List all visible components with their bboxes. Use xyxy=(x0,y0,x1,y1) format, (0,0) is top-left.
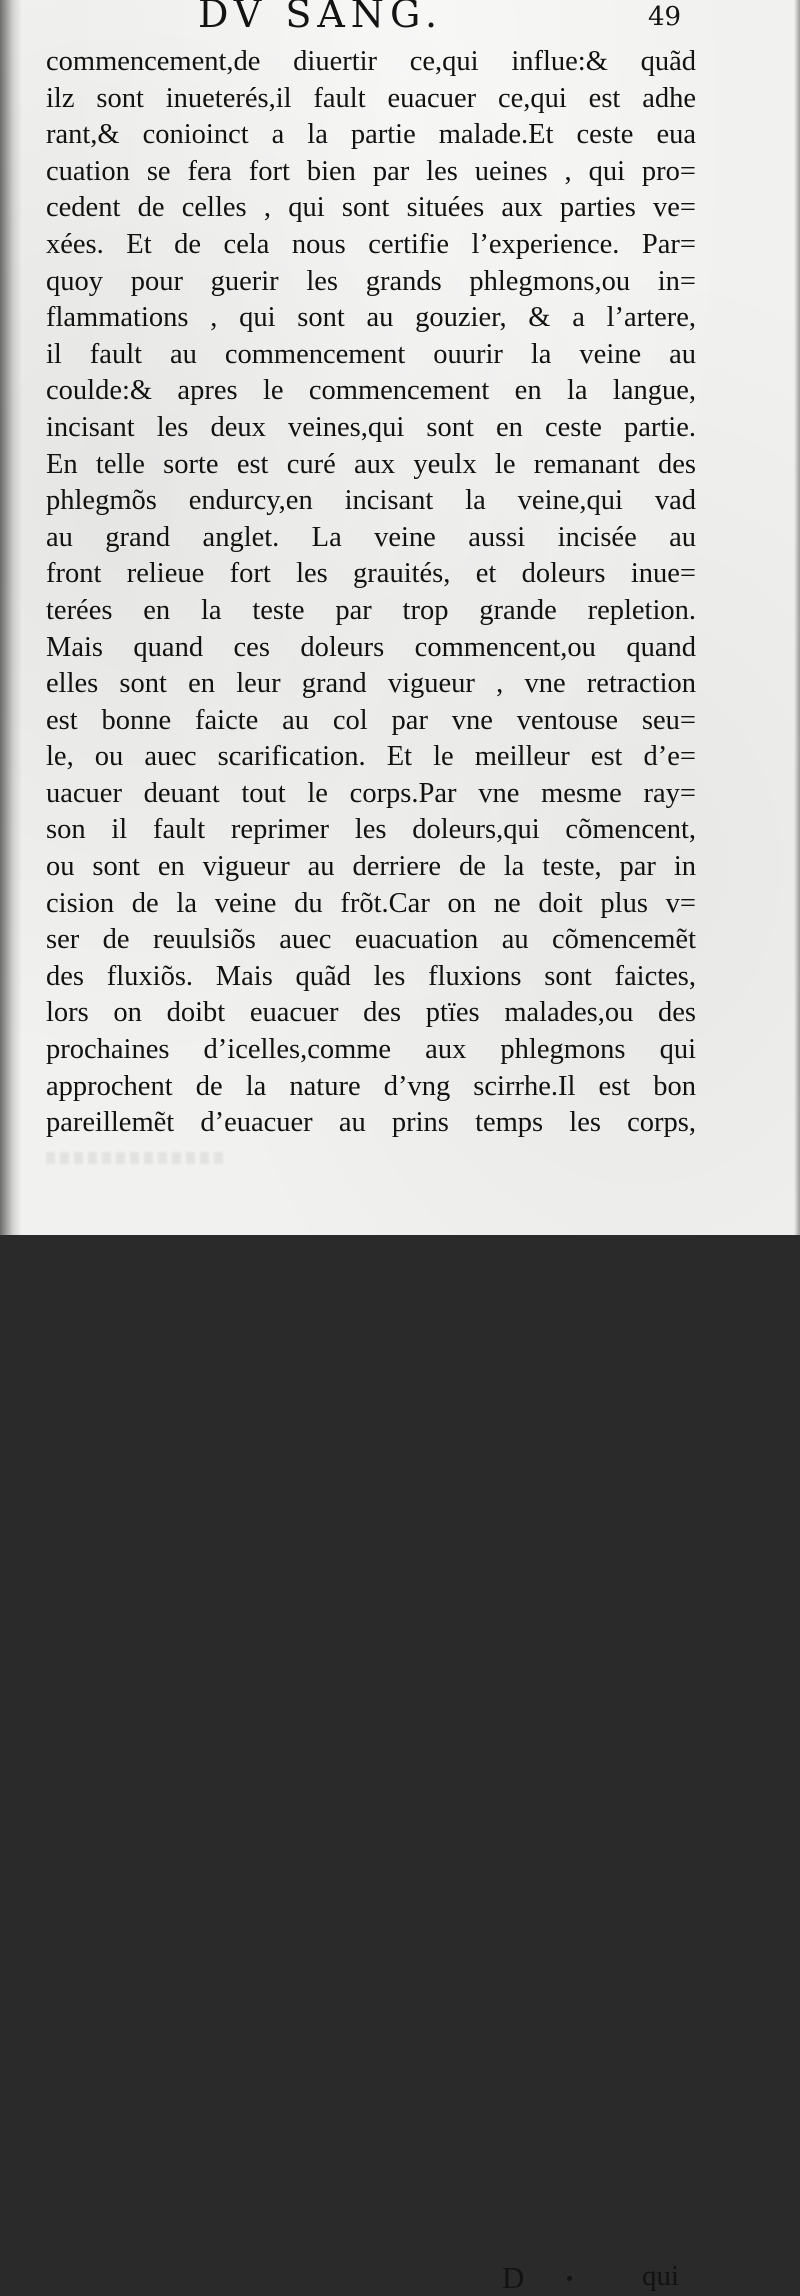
catchword: qui xyxy=(642,2260,680,2292)
text-line: des fluxiõs. Mais quãd les fluxions sont faictes, xyxy=(46,960,696,992)
catchline xyxy=(0,1128,800,2295)
text-line: commencement,de diuertir ce,qui influe:& quãd xyxy=(46,46,696,77)
page-number: 49 xyxy=(648,2,682,32)
text-line: ser de reuulsiõs auec euacuation au cõmencemẽt xyxy=(46,924,696,956)
running-title: DV SANG. xyxy=(198,0,444,36)
text-line: il fault au commencement ouurir la veine au xyxy=(46,338,696,370)
body-text xyxy=(46,44,696,1142)
text-line: cedent de celles , qui sont situées aux parties ve= xyxy=(46,192,696,224)
text-line: est bonne faicte au col par vne ventouse seu= xyxy=(46,704,696,736)
gutter-shadow xyxy=(0,0,22,1235)
text-line: ou sont en vigueur au derriere de la teste, par in xyxy=(46,851,696,883)
text-line: pareillemẽt d’euacuer au prins temps les corps, xyxy=(46,1107,696,1139)
text-line: son il fault reprimer les doleurs,qui cõmencent, xyxy=(46,814,696,846)
text-line: ilz sont inueterés,il fault euacuer ce,qui est adhe xyxy=(46,82,696,114)
text-line: quoy pour guerir les grands phlegmons,ou in= xyxy=(46,265,696,297)
text-line: cuation se fera fort bien par les ueines , qui pro= xyxy=(46,155,696,187)
text-line: lors on doibt euacuer des ptïes malades,ou des xyxy=(46,997,696,1029)
text-line: incisant les deux veines,qui sont en ceste partie. xyxy=(46,411,696,443)
text-line: rant,& conioinct a la partie malade.Et ceste eua xyxy=(46,119,696,151)
text-line: flammations , qui sont au gouzier, & a l’artere, xyxy=(46,302,696,334)
text-line: xées. Et de cela nous certifie l’experience. Par= xyxy=(46,228,696,260)
text-line: uacuer deuant tout le corps.Par vne mesme ray= xyxy=(46,777,696,809)
text-line: coulde:& apres le commencement en la langue, xyxy=(46,375,696,407)
text-line: elles sont en leur grand vigueur , vne retraction xyxy=(46,668,696,700)
text-line: terées en la teste par trop grande repletion. xyxy=(46,594,696,626)
signature-dot xyxy=(567,2276,572,2281)
text-line: phlegmõs endurcy,en incisant la veine,qui vad xyxy=(46,485,696,517)
text-line: En telle sorte est curé aux yeulx le remanant des xyxy=(46,448,696,480)
text-line: au grand anglet. La veine aussi incisée au xyxy=(46,521,696,553)
text-line: le, ou auec scarification. Et le meilleur est d’e= xyxy=(46,741,696,773)
text-line: approchent de la nature d’vng scirrhe.Il est bon xyxy=(46,1070,696,1102)
page-edge xyxy=(794,0,800,1235)
text-line: Mais quand ces doleurs commencent,ou quand xyxy=(46,631,696,663)
text-line: prochaines d’icelles,comme aux phlegmons qui xyxy=(46,1034,696,1066)
text-line: cision de la veine du frõt.Car on ne doit plus v= xyxy=(46,887,696,919)
signature-mark: D xyxy=(502,2260,525,2295)
text-line: front relieue fort les grauités, et doleurs inue= xyxy=(46,558,696,590)
running-head xyxy=(0,0,800,40)
